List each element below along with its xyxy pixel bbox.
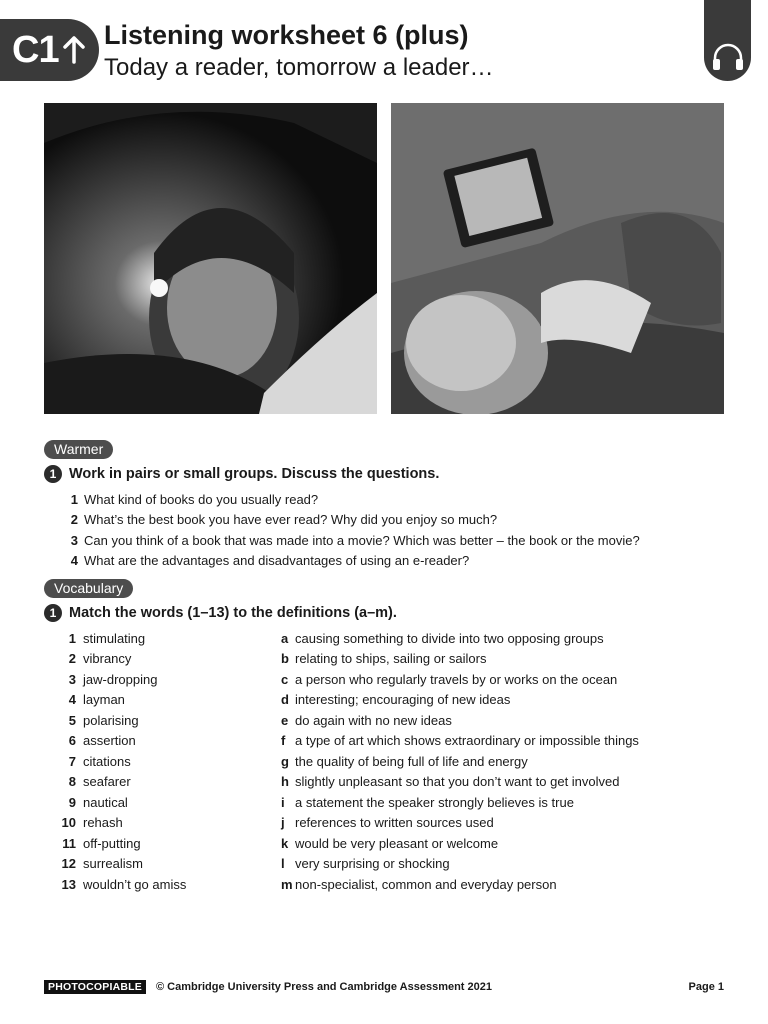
level-badge <box>0 19 99 81</box>
task-number-badge: 1 <box>44 604 62 622</box>
warmer-label: Warmer <box>44 440 113 459</box>
level-label: C1 <box>12 28 59 71</box>
word-item: 12 surrealism <box>61 856 143 872</box>
photo-girl-reading <box>44 103 377 414</box>
arrow-up-icon <box>62 35 86 65</box>
copyright-text: © Cambridge University Press and Cambridge Assessment 2021 <box>156 981 492 993</box>
headphones-icon <box>711 42 745 72</box>
page-subtitle: Today a reader, tomorrow a leader… <box>104 54 494 81</box>
definition-item: j references to written sources used <box>281 815 494 831</box>
word-item: 1 stimulating <box>68 630 146 646</box>
warmer-question-list <box>58 489 738 571</box>
vocabulary-definition-list <box>281 628 731 895</box>
definition-item: h slightly unpleasant so that you don’t want to get involved <box>281 774 620 790</box>
boy-reading-image <box>391 103 724 414</box>
word-item: 6 assertion <box>68 733 136 749</box>
question-item: 4 What are the advantages and disadvantages of using an e-reader? <box>70 553 470 569</box>
definition-item: d interesting; encouraging of new ideas <box>281 692 511 708</box>
warmer-task-heading <box>44 465 439 483</box>
question-item: 2 What’s the best book you have ever read? Why did you enjoy so much? <box>70 512 498 528</box>
definition-item: k would be very pleasant or welcome <box>281 835 499 851</box>
definition-item: c a person who regularly travels by or works on the ocean <box>281 671 618 687</box>
warmer-instruction: Work in pairs or small groups. Discuss the questions. <box>69 466 440 482</box>
girl-reading-image <box>44 103 377 414</box>
photocopiable-badge: PHOTOCOPIABLE <box>44 980 146 994</box>
word-item: 4 layman <box>68 692 125 708</box>
audio-badge <box>704 0 751 81</box>
word-item: 8 seafarer <box>68 774 131 790</box>
definition-item: b relating to ships, sailing or sailors <box>281 651 487 667</box>
definition-item: a causing something to divide into two opposing groups <box>281 630 604 646</box>
word-item: 11 off-putting <box>62 835 141 851</box>
vocabulary-word-list <box>58 628 273 895</box>
definition-item: i a statement the speaker strongly believes is true <box>281 794 574 810</box>
definition-item: l very surprising or shocking <box>281 856 450 872</box>
word-item: 5 polarising <box>68 712 139 728</box>
task-number-badge: 1 <box>44 465 62 483</box>
photo-boy-reading <box>391 103 724 414</box>
question-item: 1 What kind of books do you usually read? <box>70 491 319 507</box>
vocabulary-instruction: Match the words (1–13) to the definitions (a–m). <box>69 605 397 621</box>
question-item: 3 Can you think of a book that was made into a movie? Which was better – the book or the movie? <box>70 532 640 548</box>
vocabulary-label: Vocabulary <box>44 579 133 598</box>
word-item: 7 citations <box>68 753 131 769</box>
definition-item: e do again with no new ideas <box>281 712 452 728</box>
word-item: 9 nautical <box>68 794 128 810</box>
word-item: 2 vibrancy <box>68 651 132 667</box>
definition-item: g the quality of being full of life and energy <box>281 753 528 769</box>
page-title: Listening worksheet 6 (plus) <box>104 20 469 50</box>
page-number: Page 1 <box>688 981 724 993</box>
vocabulary-task-heading <box>44 604 397 622</box>
word-item: 13 wouldn’t go amiss <box>61 876 187 892</box>
word-item: 10 rehash <box>61 815 123 831</box>
word-item: 3 jaw-dropping <box>68 671 158 687</box>
page-footer <box>44 979 724 995</box>
definition-item: f a type of art which shows extraordinary or impossible things <box>281 733 639 749</box>
definition-item: m non-specialist, common and everyday person <box>281 876 557 892</box>
